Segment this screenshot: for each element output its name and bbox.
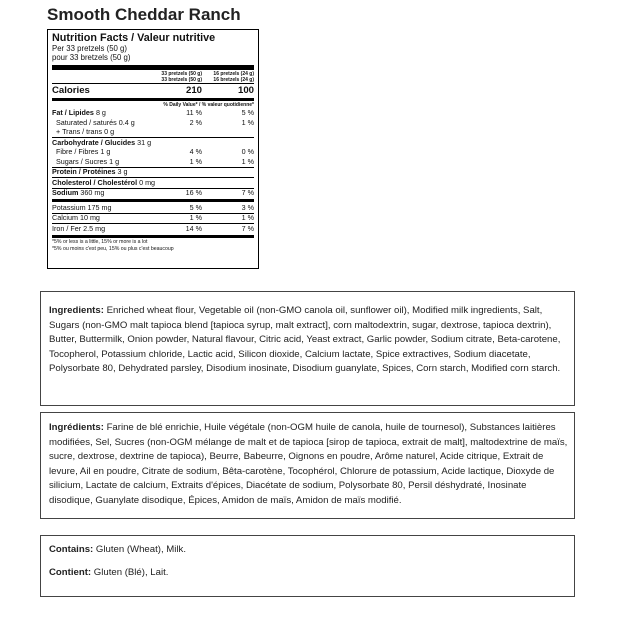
footnote-fr: *5% ou moins c'est peu, 15% ou plus c'est beaucoup [52, 246, 174, 253]
saturated-dv-1: 2 % [189, 117, 202, 127]
column-1-header-fr: 33 bretzels (50 g) [161, 77, 202, 84]
fibre-dv-1: 4 % [189, 147, 202, 157]
sugars-row [52, 157, 254, 166]
sodium-dv-1: 16 % [185, 188, 202, 198]
fat-dv-1: 11 % [186, 108, 202, 118]
calcium-label: Calcium 10 mg [52, 213, 100, 223]
fat-row [52, 109, 254, 118]
fat-dv-2: 5 % [241, 108, 254, 118]
iron-dv-1: 14 % [185, 223, 202, 233]
divider [52, 199, 254, 202]
calcium-dv-1: 1 % [189, 213, 202, 223]
trans-row [52, 128, 254, 137]
potassium-dv-2: 3 % [241, 202, 254, 212]
fibre-dv-2: 0 % [241, 147, 254, 157]
iron-label: Iron / Fer 2.5 mg [52, 223, 106, 233]
contient-label: Contient: [49, 566, 92, 578]
saturated-dv-2: 1 % [241, 117, 254, 127]
serving-size-en: Per 33 pretzels (50 g) [52, 43, 127, 53]
protein-amount: 3 g [117, 167, 128, 177]
trans-label: + Trans / trans 0 g [56, 127, 115, 137]
divider [52, 98, 254, 101]
protein-label: Protein / Protéines [52, 167, 116, 177]
ingredients-en-label: Ingredients: [49, 305, 104, 316]
cholesterol-label: Cholesterol / Cholestérol [52, 177, 138, 187]
protein-row [52, 168, 254, 177]
fibre-label: Fibre / Fibres 1 g [56, 147, 111, 157]
calories-value-1: 210 [185, 85, 202, 97]
column-2-header-fr: 16 bretzels (24 g) [213, 77, 254, 84]
serving-size-fr: pour 33 bretzels (50 g) [52, 52, 131, 62]
column-2-header-en: 16 pretzels (24 g) [213, 70, 254, 77]
sugars-dv-2: 1 % [241, 156, 254, 166]
saturated-label: Saturated / saturés 0.4 g [56, 117, 135, 127]
calories-row [52, 84, 254, 97]
divider [52, 65, 254, 70]
footnote-en: *5% or less is a little, 15% or more is a lot [52, 239, 148, 246]
daily-value-header: % Daily Value* / % valeur quotidienne* [163, 102, 254, 109]
calories-value-2: 100 [237, 85, 254, 97]
cholesterol-row [52, 178, 254, 187]
contains-text: Gluten (Wheat), Milk. [93, 544, 187, 555]
calcium-dv-2: 1 % [241, 213, 254, 223]
nutrition-facts-panel [47, 29, 259, 269]
cholesterol-amount: 0 mg [139, 177, 156, 187]
potassium-row [52, 203, 254, 212]
sugars-dv-1: 1 % [189, 156, 202, 166]
sugars-label: Sugars / Sucres 1 g [56, 156, 120, 166]
product-title: Smooth Cheddar Ranch [47, 5, 241, 24]
calcium-row [52, 214, 254, 223]
fat-label: Fat / Lipides [52, 108, 94, 118]
sodium-row [52, 189, 254, 198]
saturated-row [52, 118, 254, 127]
nutrition-facts-title: Nutrition Facts / Valeur nutritive [52, 32, 216, 44]
sodium-dv-2: 7 % [241, 188, 254, 198]
fibre-row [52, 148, 254, 157]
ingredients-en-box [40, 291, 575, 406]
iron-row [52, 224, 254, 233]
sodium-label: Sodium [52, 188, 79, 198]
carbohydrate-row [52, 138, 254, 147]
fat-amount: 8 g [95, 108, 106, 118]
iron-dv-2: 7 % [241, 223, 254, 233]
ingredients-fr-label: Ingrédients: [49, 422, 104, 433]
contient-text: Gluten (Blé), Lait. [91, 566, 169, 578]
divider [52, 235, 254, 238]
potassium-dv-1: 5 % [189, 202, 202, 212]
potassium-label: Potassium 175 mg [52, 202, 112, 212]
carbohydrate-label: Carbohydrate / Glucides [52, 137, 136, 147]
ingredients-en-text: Enriched wheat flour, Vegetable oil (non-GMO canola oil, sunflower oil), Modified milk ingredients, Salt, Sugars (non-GMO malt tapioca blend [tapioca syrup, malt extract], corn maltodextrin, sugar, dextrose, tapioca dextrin), Butter, Buttermilk, Onion powder, Natural flavour, Citric acid, Yeast extract, Garlic powder, Sodium citrate, Beta-carotene, Tocopherol, Potassium chloride, Lactic acid, Silicon dioxide, Calcium lactate, Spice extractives, Sodium diacetate, Polysorbate 80, Dehydrated parsley, Disodium inosinate, Disodium guanylate, Spices, Corn starch, Modified corn starch. [49, 305, 561, 375]
carbohydrate-amount: 31 g [137, 137, 152, 147]
calories-label: Calories [52, 85, 90, 97]
allergen-box [40, 535, 575, 597]
sodium-amount: 360 mg [80, 188, 105, 198]
column-1-header-en: 33 pretzels (50 g) [161, 70, 202, 77]
contains-label: Contains: [49, 544, 94, 555]
ingredients-fr-text: Farine de blé enrichie, Huile végétale (non-OGM huile de canola, huile de tournesol), Substances laitières modifiées, Sel, Sucres (non-OGM mélange de malt et de tapioca [sirop de tapioca, extrait de malt], maltodextrine de maïs, sucre, dextrose, dextrine de tapioca), Beurre, Babeurre, Oignons en poudre, Arôme naturel, Acide citrique, Extrait de levure, Ail en poudre, Citrate de sodium, Bêta-carotène, Tocophérol, Chlorure de potassium, Acide lactique, Dioxyde de silicium, Lactate de calcium, Extraits d'épices, Diacétate de sodium, Polysorbate 80, Persil déshydraté, Inosinate disodique, Guanylate disodique, Épices, Amidon de maïs, Amidon de maïs modifié. [49, 422, 568, 506]
ingredients-fr-box [40, 412, 575, 519]
